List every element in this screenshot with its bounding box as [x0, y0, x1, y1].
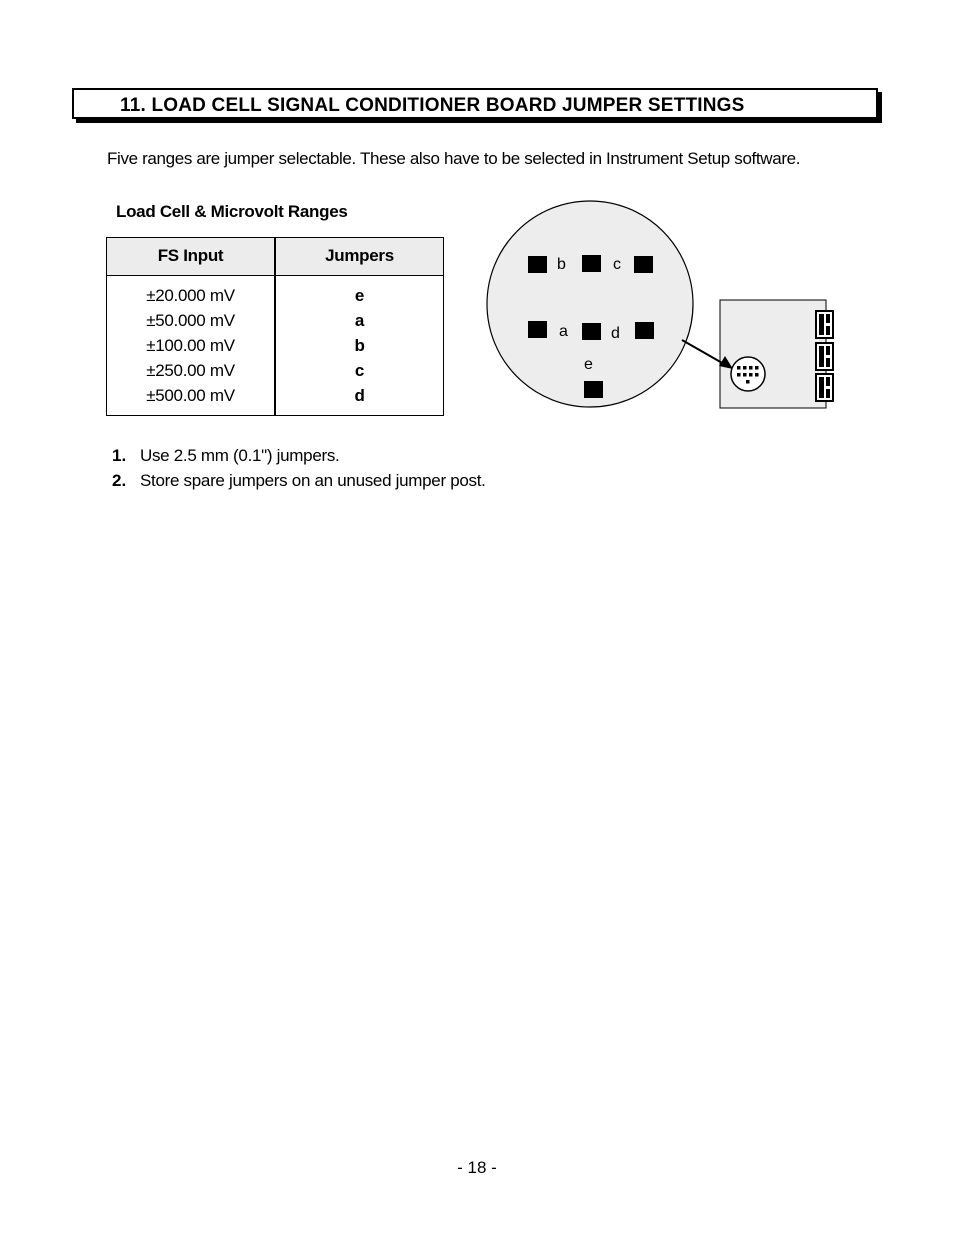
- fs-input-cell: ±20.000 mV: [146, 286, 235, 305]
- table-caption: Load Cell & Microvolt Ranges: [116, 202, 348, 221]
- ranges-table: [106, 237, 444, 416]
- intro-paragraph: Five ranges are jumper selectable. These also have to be selected in Instrument Setup software.: [107, 149, 801, 168]
- section-title-box: [72, 88, 878, 119]
- header-jumpers: Jumpers: [325, 246, 394, 265]
- jumper-label-a: a: [559, 323, 568, 340]
- jumper-label-e: e: [584, 356, 593, 373]
- jumper-label-b: b: [557, 256, 566, 273]
- list-item: [112, 443, 486, 468]
- jumper-cell: e: [354, 286, 365, 305]
- jumper-cell: d: [354, 386, 365, 405]
- jumper-block: [731, 357, 765, 391]
- fs-input-cell: ±500.00 mV: [146, 386, 235, 405]
- fs-input-cell: ±50.000 mV: [146, 311, 235, 330]
- jumpers-column: [276, 283, 443, 408]
- note-text: Use 2.5 mm (0.1") jumpers.: [140, 446, 340, 465]
- notes-list: [112, 443, 486, 493]
- note-number: 2.: [112, 471, 127, 490]
- circuit-board: [720, 300, 826, 408]
- magnified-view-circle: [487, 201, 693, 407]
- list-item: [112, 468, 486, 493]
- fs-input-cell: ±250.00 mV: [146, 361, 235, 380]
- page-number: - 18 -: [457, 1158, 497, 1177]
- section-title: 11. LOAD CELL SIGNAL CONDITIONER BOARD JUMPER SETTINGS: [120, 95, 745, 116]
- header-fs-input: FS Input: [157, 246, 224, 265]
- note-number: 1.: [112, 446, 127, 465]
- jumper-label-c: c: [613, 256, 621, 273]
- fs-input-column: [107, 283, 274, 408]
- pointer-arrow: [682, 340, 724, 364]
- fs-input-cell: ±100.00 mV: [146, 336, 235, 355]
- jumper-diagram: [486, 200, 840, 414]
- note-text: Store spare jumpers on an unused jumper post.: [140, 471, 486, 490]
- jumper-label-d: d: [611, 325, 620, 342]
- jumper-cell: c: [354, 361, 365, 380]
- jumper-cell: b: [354, 336, 365, 355]
- jumper-cell: a: [354, 311, 365, 330]
- board-connector: [816, 311, 833, 401]
